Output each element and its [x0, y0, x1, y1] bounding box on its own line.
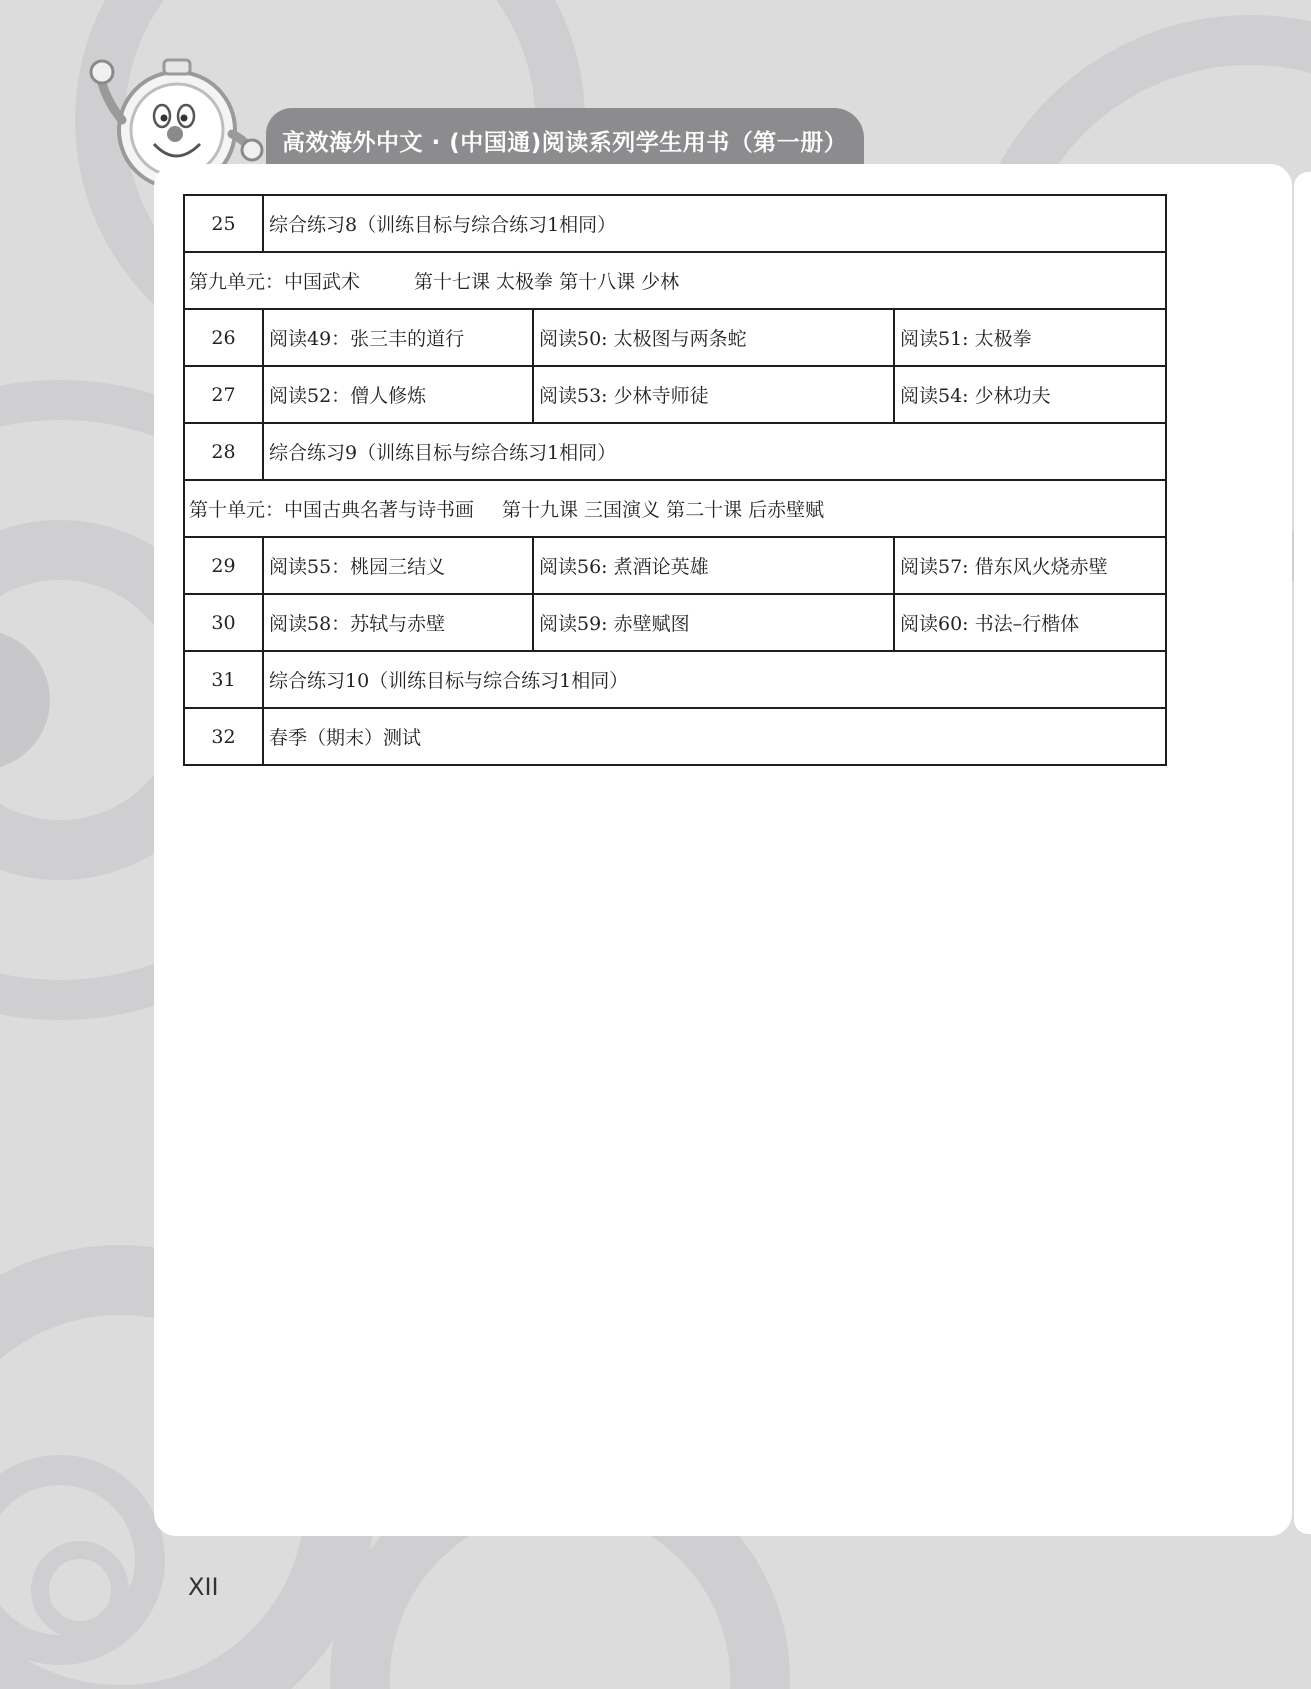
reading-item: 阅读54: 少林功夫: [894, 366, 1166, 423]
review-exercise: 综合练习8（训练目标与综合练习1相同）: [263, 195, 1166, 252]
table-row: [184, 309, 1166, 366]
week-number: 26: [184, 309, 263, 366]
reading-item: 阅读59: 赤壁赋图: [533, 594, 894, 651]
unit-title: 第十单元：中国古典名著与诗书画: [189, 499, 475, 521]
reading-item: 阅读58：苏轼与赤壁: [263, 594, 533, 651]
week-number: 30: [184, 594, 263, 651]
next-page-edge: [1294, 172, 1311, 1534]
reading-item: 阅读53: 少林寺师徒: [533, 366, 894, 423]
unit-header: [184, 480, 1166, 537]
table-row: [184, 708, 1166, 765]
reading-item: 阅读50: 太极图与两条蛇: [533, 309, 894, 366]
page-number: XII: [188, 1573, 219, 1601]
final-test: 春季（期末）测试: [263, 708, 1166, 765]
week-number: 25: [184, 195, 263, 252]
book-title: 高效海外中文 · (中国通)阅读系列学生用书（第一册）: [282, 130, 848, 156]
reading-item: 阅读49：张三丰的道行: [263, 309, 533, 366]
table-row: [184, 537, 1166, 594]
week-number: 31: [184, 651, 263, 708]
review-exercise: 综合练习10（训练目标与综合练习1相同）: [263, 651, 1166, 708]
unit-lessons: 第十九课 三国演义 第二十课 后赤壁赋: [502, 499, 825, 521]
week-number: 29: [184, 537, 263, 594]
week-number: 27: [184, 366, 263, 423]
unit-row: [184, 480, 1166, 537]
table-row: [184, 594, 1166, 651]
unit-row: [184, 252, 1166, 309]
reading-item: 阅读52：僧人修炼: [263, 366, 533, 423]
week-number: 28: [184, 423, 263, 480]
unit-lessons: 第十七课 太极拳 第十八课 少林: [414, 271, 680, 293]
reading-item: 阅读60: 书法–行楷体: [894, 594, 1166, 651]
reading-item: 阅读57: 借东风火烧赤壁: [894, 537, 1166, 594]
reading-item: 阅读51: 太极拳: [894, 309, 1166, 366]
review-exercise: 综合练习9（训练目标与综合练习1相同）: [263, 423, 1166, 480]
reading-item: 阅读56: 煮酒论英雄: [533, 537, 894, 594]
week-number: 32: [184, 708, 263, 765]
table-row: [184, 195, 1166, 252]
table-row: [184, 423, 1166, 480]
unit-title: 第九单元：中国武术: [189, 271, 361, 293]
curriculum-table: [183, 194, 1167, 766]
reading-item: 阅读55：桃园三结义: [263, 537, 533, 594]
table-row: [184, 651, 1166, 708]
unit-header: [184, 252, 1166, 309]
table-row: [184, 366, 1166, 423]
